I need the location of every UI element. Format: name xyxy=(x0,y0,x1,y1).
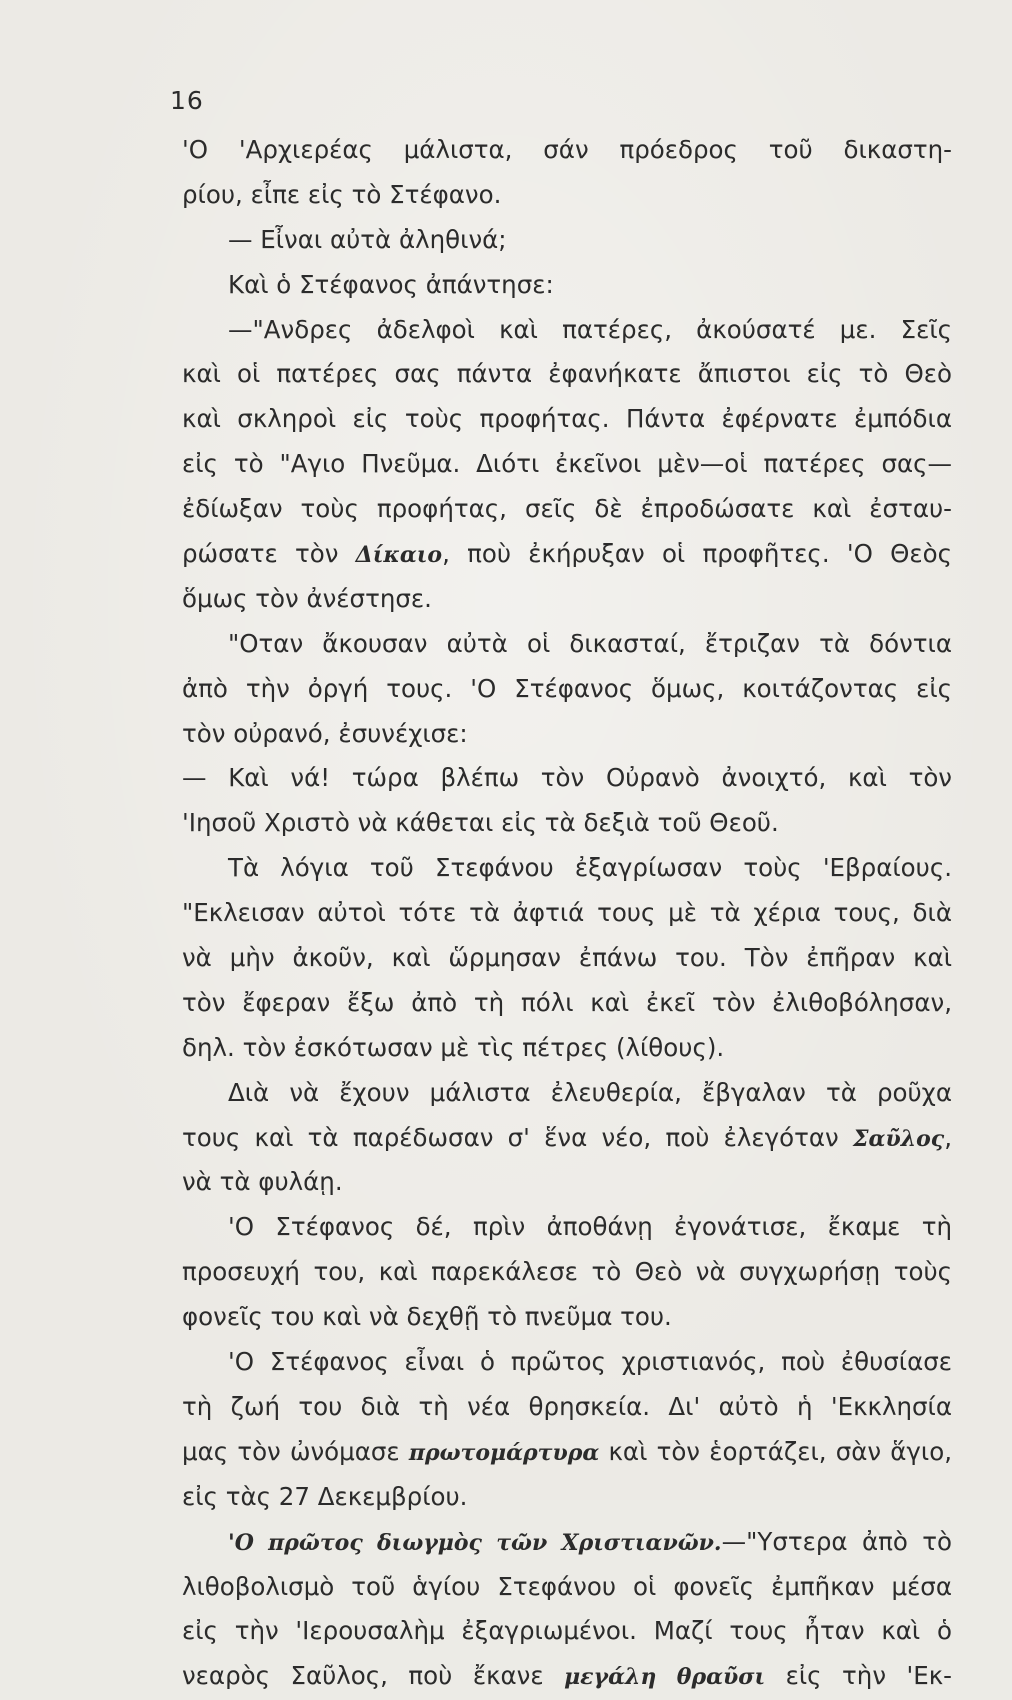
text-line xyxy=(182,1026,952,1071)
text-line xyxy=(182,1250,952,1295)
line-text: — Εἶναι αὐτὰ ἀληθινά; xyxy=(228,224,507,254)
text-line xyxy=(182,756,952,801)
line-text: μας τὸν ὠνόμασε xyxy=(182,1436,409,1466)
text-line xyxy=(182,487,952,532)
text-line xyxy=(182,1430,952,1475)
line-text: , xyxy=(944,1122,952,1152)
text-line xyxy=(182,1654,952,1699)
line-text: καὶ τὸν ἑορτάζει, σὰν ἅγιο, xyxy=(599,1436,953,1466)
text-line xyxy=(182,577,952,622)
line-text: τὴ ζωή του διὰ τὴ νέα θρησκεία. Δι' αὐτὸ ἡ 'Εκκλησία xyxy=(182,1391,952,1421)
line-text: εἰς τὸ "Αγιο Πνεῦμα. Διότι ἐκεῖνοι μὲν—οἱ πατέρες σας— xyxy=(182,449,952,479)
line-text: 'Ο 'Αρχιερέας μάλιστα, σάν πρόεδρος τοῦ δικαστη- xyxy=(182,135,952,164)
text-line xyxy=(182,173,952,218)
line-text: ὅμως τὸν ἀνέστησε. xyxy=(182,583,432,613)
text-line xyxy=(182,1340,952,1385)
line-text: τὸν οὐρανό, ἐσυνέχισε: xyxy=(182,718,468,748)
text-line xyxy=(182,891,952,936)
line-text: Καὶ ὁ Στέφανος ἀπάντησε: xyxy=(228,269,554,299)
line-text: καὶ σκληροὶ εἰς τοὺς προφήτας. Πάντα ἐφέρνατε ἐμπόδια xyxy=(182,404,952,434)
line-text: εἰς τὴν 'Εκ- xyxy=(765,1661,952,1691)
text-line xyxy=(182,1071,952,1116)
text-line xyxy=(182,263,952,308)
text-line xyxy=(182,846,952,891)
text-line xyxy=(182,1385,952,1430)
line-text: νεαρὸς Σαῦλος, ποὺ ἔκανε xyxy=(182,1661,565,1691)
text-line xyxy=(182,1295,952,1340)
line-text: καὶ οἱ πατέρες σας πάντα ἐφανήκατε ἄπιστοι εἰς τὸ Θεὸ xyxy=(182,359,952,389)
line-text: —"Υστερα ἀπὸ τὸ xyxy=(721,1526,952,1556)
line-text: εἰς τὰς 27 Δεκεμβρίου. xyxy=(182,1481,468,1511)
text-line xyxy=(182,936,952,981)
emphasized-text: Δίκαιο xyxy=(355,542,443,569)
line-text: προσευχή του, καὶ παρεκάλεσε τὸ Θεὸ νὰ συγχωρήσῃ τοὺς xyxy=(182,1257,952,1287)
text-line xyxy=(182,1116,952,1161)
line-text: "Εκλεισαν αὐτοὶ τότε τὰ ἀφτιά τους μὲ τὰ χέρια τους, διὰ xyxy=(182,898,952,928)
line-text: 'Ιησοῦ Χριστὸ νὰ κάθεται εἰς τὰ δεξιὰ τοῦ Θεοῦ. xyxy=(182,808,779,838)
text-line xyxy=(182,1520,952,1565)
line-text: 'Ο Στέφανος δέ, πρὶν ἀποθάνῃ ἐγονάτισε, ἔκαμε τὴ xyxy=(228,1212,952,1242)
line-text: Τὰ λόγια τοῦ Στεφάνου ἐξαγρίωσαν τοὺς 'Εβραίους. xyxy=(228,853,952,883)
line-text: λιθοβολισμὸ τοῦ ἁγίου Στεφάνου οἱ φονεῖς ἐμπῆκαν μέσα xyxy=(182,1571,952,1601)
line-text: ἐδίωξαν τοὺς προφήτας, σεῖς δὲ ἐπροδώσατε καὶ ἐσταυ- xyxy=(182,494,952,524)
text-line xyxy=(182,218,952,263)
text-line xyxy=(182,352,952,397)
emphasized-text: μεγάλη θραῦσι xyxy=(564,1664,766,1691)
line-text: ρώσατε τὸν xyxy=(182,539,356,569)
text-line xyxy=(182,397,952,442)
emphasized-text: Σαῦλος xyxy=(852,1125,945,1152)
line-text: 'Ο Στέφανος εἶναι ὁ πρῶτος χριστιανός, ποὺ ἐθυσίασε xyxy=(228,1347,952,1377)
line-text: νὰ μὴν ἀκοῦν, καὶ ὥρμησαν ἐπάνω του. Τὸν ἐπῆραν καὶ xyxy=(182,943,952,973)
text-line xyxy=(182,128,952,173)
line-text: τὸν ἔφεραν ἔξω ἀπὸ τὴ πόλι καὶ ἐκεῖ τὸν ἐλιθοβόλησαν, xyxy=(182,987,952,1017)
text-line xyxy=(182,622,952,667)
page-number: 16 xyxy=(170,86,204,115)
text-line xyxy=(182,801,952,846)
line-text: νὰ τὰ φυλάῃ. xyxy=(182,1167,343,1197)
text-line xyxy=(182,1565,952,1610)
text-line xyxy=(182,1609,952,1654)
text-line xyxy=(182,1160,952,1205)
line-text: φονεῖς του καὶ νὰ δεχθῇ τὸ πνεῦμα του. xyxy=(182,1302,672,1332)
line-text: ἀπὸ τὴν ὀργή τους. 'Ο Στέφανος ὅμως, κοιτάζοντας εἰς xyxy=(182,673,952,703)
line-text: Διὰ νὰ ἔχουν μάλιστα ἐλευθερία, ἔβγαλαν τὰ ροῦχα xyxy=(228,1077,952,1107)
text-line xyxy=(182,1205,952,1250)
text-line xyxy=(182,981,952,1026)
line-text: τους καὶ τὰ παρέδωσαν σ' ἕνα νέο, ποὺ ἐλεγόταν xyxy=(182,1122,853,1152)
text-line xyxy=(182,532,952,577)
line-text: —"Ανδρες ἀδελφοὶ καὶ πατέρες, ἀκούσατέ με. Σεῖς xyxy=(228,314,952,344)
text-line xyxy=(182,667,952,712)
line-text: — Καὶ νά! τώρα βλέπω τὸν Οὐρανὸ ἀνοιχτό, καὶ τὸν xyxy=(182,763,952,793)
text-line xyxy=(182,712,952,757)
line-text: δηλ. τὸν ἐσκότωσαν μὲ τὶς πέτρες (λίθους). xyxy=(182,1032,725,1062)
line-text: ρίου, εἶπε εἰς τὸ Στέφανο. xyxy=(182,179,502,209)
line-text: εἰς τὴν 'Ιερουσαλὴμ ἐξαγριωμένοι. Μαζί τους ἦταν καὶ ὁ xyxy=(182,1616,952,1646)
text-line xyxy=(182,308,952,353)
text-line xyxy=(182,442,952,487)
body-text xyxy=(182,128,952,1699)
emphasized-text: 'Ο πρῶτος διωγμὸς τῶν Χριστιανῶν. xyxy=(228,1529,722,1556)
line-text: "Οταν ἄκουσαν αὐτὰ οἱ δικασταί, ἔτριζαν τὰ δόντια xyxy=(228,628,952,658)
text-line xyxy=(182,1475,952,1520)
emphasized-text: πρωτομάρτυρα xyxy=(408,1439,600,1466)
line-text: , ποὺ ἐκήρυξαν οἱ προφῆτες. 'Ο Θεὸς xyxy=(442,539,952,569)
